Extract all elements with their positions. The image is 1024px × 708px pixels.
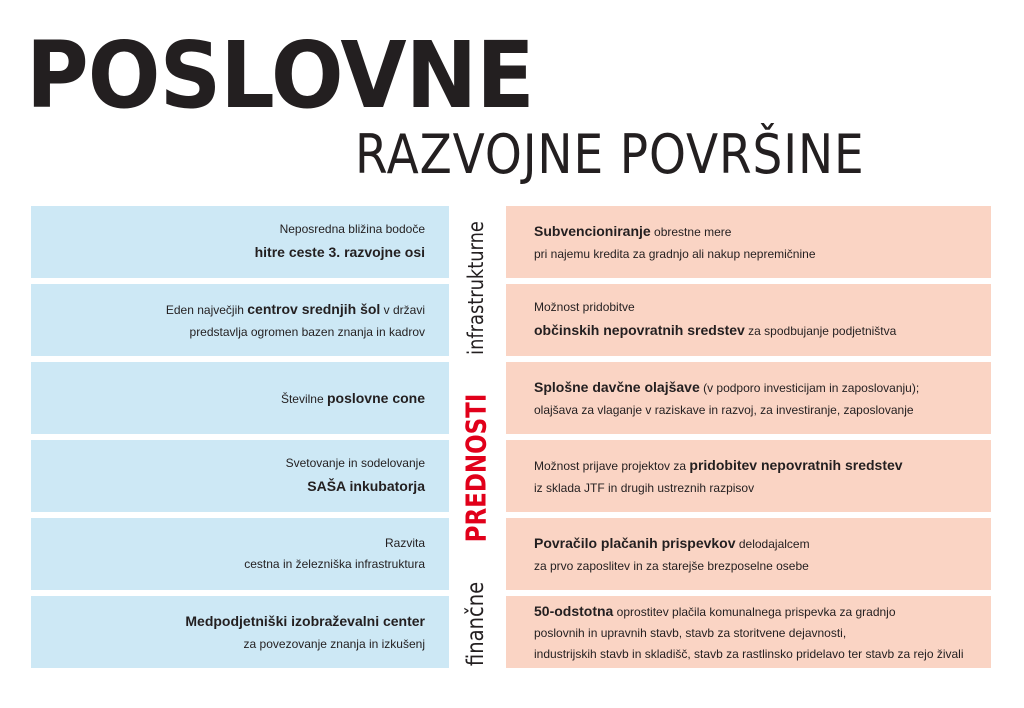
- box-line: [534, 375, 981, 400]
- page-subtitle: RAZVOJNE POVRŠINE: [355, 123, 865, 186]
- box-text: iz sklada JTF in drugih ustreznih razpisov: [534, 480, 755, 495]
- box-line: [534, 318, 981, 343]
- box-text: industrijskih stavb in skladišč, stavb za rastlinsko pridelavo ter stavb za rejo živali: [534, 647, 964, 662]
- box-text-bold: Subvencioniranje: [534, 223, 651, 240]
- box-text-bold: Medpodjetniški izobraževalni center: [185, 613, 425, 630]
- box-text: olajšava za vlaganje v raziskave in razvoj, za investiranje, zaposlovanje: [534, 402, 914, 417]
- box-text-bold: SAŠA inkubatorja: [307, 478, 425, 495]
- box-text: delodajalcem: [735, 537, 810, 552]
- box-text-bold: pridobitev nepovratnih sredstev: [689, 457, 903, 474]
- box-text-bold: hitre ceste 3. razvojne osi: [254, 244, 425, 261]
- box-text: obrestne mere: [650, 225, 732, 240]
- right-box-grants: [506, 440, 991, 512]
- box-text-bold: poslovne cone: [326, 389, 425, 406]
- box-text: v državi: [380, 303, 425, 318]
- left-box-business-zones: [31, 362, 449, 434]
- box-text-bold: Splošne davčne olajšave: [534, 379, 700, 396]
- box-text-bold: 50-odstotna: [534, 602, 614, 619]
- left-box-infrastructure: [31, 518, 449, 590]
- box-text: Neposredna bližina bodoče: [279, 222, 425, 237]
- box-line: [534, 453, 981, 478]
- box-text: oprostitev plačila komunalnega prispevka za gradnjo: [613, 604, 896, 619]
- left-column: [31, 206, 449, 668]
- box-text: Razvita: [384, 536, 425, 550]
- right-box-municipal-funds: [506, 284, 991, 356]
- box-text: cestna in železniška infrastruktura: [244, 557, 425, 571]
- box-text: Možnost pridobitve: [534, 300, 635, 315]
- right-box-subsidies: [506, 206, 991, 278]
- label-financial: finančne: [463, 581, 489, 667]
- box-text: za povezovanje znanja in izkušenj: [243, 636, 425, 651]
- box-line: [534, 531, 981, 556]
- label-infrastructure: infrastrukturne: [464, 221, 488, 355]
- box-text: Številne: [280, 391, 327, 406]
- box-text-bold: centrov srednjih šol: [247, 301, 381, 318]
- left-box-education-center: [31, 596, 449, 668]
- page-title: POSLOVNE: [26, 22, 534, 129]
- box-line: [534, 599, 981, 624]
- box-text: (v podporo investicijam in zaposlovanju);: [699, 381, 920, 396]
- left-box-highway: [31, 206, 449, 278]
- right-column: [506, 206, 991, 668]
- box-text: pri najemu kredita za gradnjo ali nakup nepremičnine: [534, 246, 816, 261]
- right-box-tax-relief: [506, 362, 991, 434]
- right-box-contribution-refund: [506, 518, 991, 590]
- right-box-fee-exemption: [506, 596, 991, 668]
- box-text-bold: Povračilo plačanih prispevkov: [534, 535, 736, 552]
- label-advantages: PREDNOSTI: [459, 393, 493, 543]
- left-box-schools: [31, 284, 449, 356]
- box-text: za spodbujanje podjetništva: [744, 324, 897, 339]
- box-text: Eden največjih: [165, 303, 248, 318]
- box-text-bold: občinskih nepovratnih sredstev: [534, 322, 745, 339]
- box-text: poslovnih in upravnih stavb, stavb za storitvene dejavnosti,: [534, 626, 847, 641]
- box-line: [534, 219, 981, 244]
- box-text: Svetovanje in sodelovanje: [285, 456, 425, 471]
- box-line: [41, 386, 425, 411]
- box-line: [41, 297, 425, 322]
- left-box-incubator: [31, 440, 449, 512]
- box-text: za prvo zaposlitev in za starejše brezposelne osebe: [534, 558, 809, 573]
- box-text: Možnost prijave projektov za: [534, 459, 690, 474]
- box-text: predstavlja ogromen bazen znanja in kadrov: [189, 324, 425, 339]
